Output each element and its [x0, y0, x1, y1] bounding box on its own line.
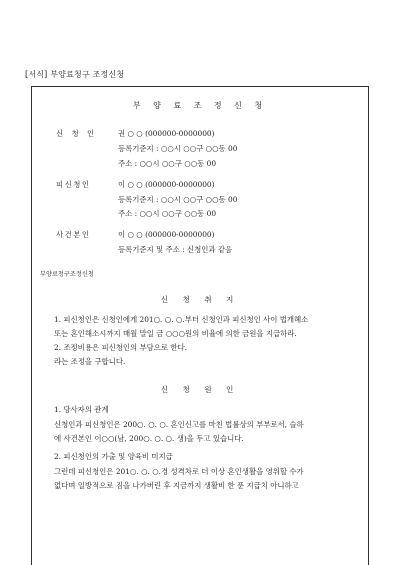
applicant-address: 주소 : ○○시 ○○구 ○○동 00	[118, 159, 217, 168]
case-name: 부양료청구조정신청	[40, 271, 94, 278]
respondent-name: 이 ○ ○ (000000-0000000)	[118, 180, 215, 189]
applicant-registration: 등록기준지 : ○○시 ○○구 ○○동 00	[118, 144, 238, 153]
reason-line-1: 1. 당사자의 관계	[54, 405, 109, 414]
subject-name: 이 ○ ○ (000000-0000000)	[118, 230, 215, 239]
document-box	[31, 86, 369, 565]
reason-line-6: 없다며 일방적으로 짐을 나가버린 후 지금까지 생활비 한 푼 지급치 아니하고	[54, 481, 299, 490]
party-role-subject: 사건본인	[56, 230, 91, 239]
reason-line-2: 신청인과 피신청인은 200○. ○. ○. 혼인신고를 마친 법률상의 부부로서, 슬하	[54, 420, 304, 429]
document-title: 부 양 료 조 정 신 청	[132, 101, 268, 110]
purpose-line-3: 2. 조정비용은 피신청인의 부담으로 한다.	[54, 343, 188, 352]
party-role-respondent: 피신청인	[56, 180, 91, 189]
form-label: [서식] 부양료청구 조정신청	[25, 70, 125, 79]
respondent-address: 주소 : ○○시 ○○구 ○○동 00	[118, 209, 217, 218]
purpose-line-2: 또는 혼인해소시까지 매월 말일 금 ○○○원의 비율에 의한 금원을 지급하라.	[54, 329, 297, 338]
purpose-heading: 신 청 취 지	[160, 295, 240, 304]
reason-line-3: 에 사건본인 이○○(남, 200○. ○. ○. 생)을 두고 있습니다.	[54, 434, 244, 443]
reason-heading: 신 청 원 인	[160, 385, 240, 394]
applicant-name: 권 ○ ○ (000000-0000000)	[118, 129, 215, 138]
reason-line-5: 그런데 피신청인은 201○. ○. ○.경 성격차로 더 이상 혼인생활을 영위할 수가	[54, 467, 304, 476]
reason-line-4: 2. 피신청인의 가출 및 양육비 미지급	[54, 452, 173, 461]
subject-registration-address: 등록기준지 및 주소 : 신청인과 같음	[118, 245, 233, 254]
purpose-line-1: 1. 피신청인은 신청인에게 201○. ○. ○.부터 신청인과 피신청인 사이 법개혜소	[54, 315, 309, 324]
purpose-line-4: 라는 조정을 구합니다.	[54, 357, 126, 366]
party-role-applicant: 신 청 인	[56, 129, 98, 138]
respondent-registration: 등록기준지 : ○○시 ○○구 ○○동 00	[118, 195, 238, 204]
